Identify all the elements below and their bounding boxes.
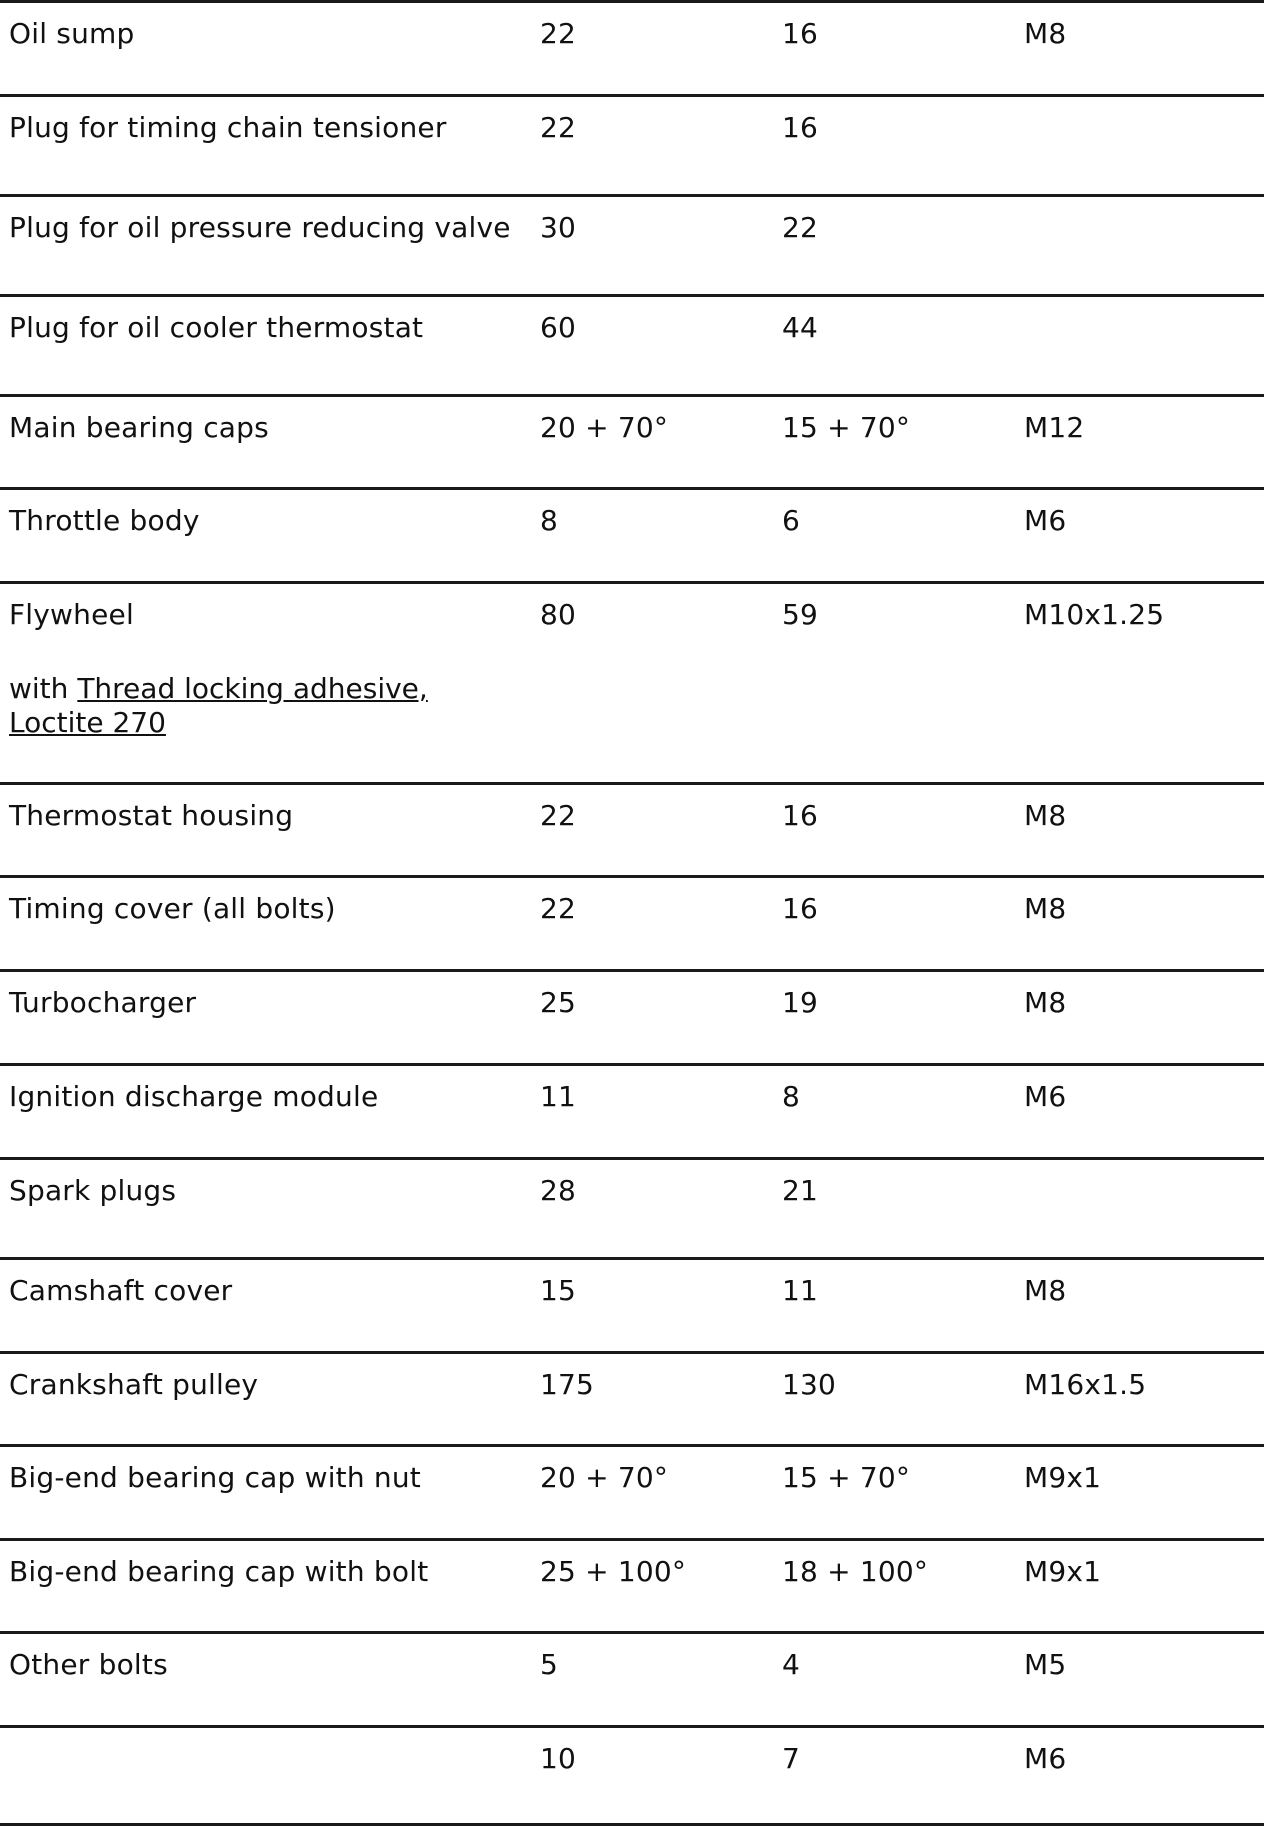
component-name: Plug for oil cooler thermostat bbox=[9, 311, 424, 344]
torque-lbf-value: 16 bbox=[782, 892, 819, 925]
thread-size: M6 bbox=[1024, 504, 1067, 537]
table-row bbox=[0, 194, 1264, 294]
thread-size: M8 bbox=[1024, 1274, 1067, 1307]
table-row bbox=[0, 0, 1264, 94]
component-name: Throttle body bbox=[9, 504, 200, 537]
loctite-270-link[interactable]: Loctite 270 bbox=[9, 706, 166, 739]
thread-size: M8 bbox=[1024, 17, 1067, 50]
torque-lbf-value: 16 bbox=[782, 799, 819, 832]
thread-size: M16x1.5 bbox=[1024, 1368, 1147, 1401]
component-name: Plug for oil pressure reducing valve bbox=[9, 211, 511, 244]
component-name: Camshaft cover bbox=[9, 1274, 233, 1307]
torque-nm-value: 20 + 70° bbox=[540, 1461, 669, 1494]
torque-lbf-value: 15 + 70° bbox=[782, 1461, 911, 1494]
torque-nm-value: 8 bbox=[540, 504, 559, 537]
component-name: Turbocharger bbox=[9, 986, 197, 1019]
table-row bbox=[0, 1257, 1264, 1351]
table-row bbox=[0, 782, 1264, 875]
table-row bbox=[0, 1725, 1264, 1826]
component-name: Ignition discharge module bbox=[9, 1080, 379, 1113]
torque-nm-value: 10 bbox=[540, 1742, 577, 1775]
thread-size: M8 bbox=[1024, 892, 1067, 925]
thread-size: M9x1 bbox=[1024, 1555, 1102, 1588]
component-name: Big-end bearing cap with nut bbox=[9, 1461, 421, 1494]
torque-lbf-value: 16 bbox=[782, 17, 819, 50]
torque-nm-value: 28 bbox=[540, 1174, 577, 1207]
flywheel-adhesive-note bbox=[9, 672, 428, 740]
torque-nm-value: 60 bbox=[540, 311, 577, 344]
thread-size: M8 bbox=[1024, 799, 1067, 832]
table-row bbox=[0, 487, 1264, 581]
torque-nm-value: 80 bbox=[540, 598, 577, 631]
torque-lbf-value: 18 + 100° bbox=[782, 1555, 929, 1588]
table-row bbox=[0, 969, 1264, 1063]
table-row bbox=[0, 875, 1264, 969]
torque-nm-value: 30 bbox=[540, 211, 577, 244]
thread-locking-adhesive-link[interactable]: Thread locking adhesive, bbox=[77, 672, 428, 705]
table-row bbox=[0, 1351, 1264, 1444]
torque-nm-value: 25 bbox=[540, 986, 577, 1019]
table-row bbox=[0, 394, 1264, 487]
thread-size: M5 bbox=[1024, 1648, 1067, 1681]
torque-lbf-value: 16 bbox=[782, 111, 819, 144]
component-name: Plug for timing chain tensioner bbox=[9, 111, 447, 144]
thread-size: M12 bbox=[1024, 411, 1085, 444]
component-name: Timing cover (all bolts) bbox=[9, 892, 336, 925]
component-name: Other bolts bbox=[9, 1648, 168, 1681]
component-name: Thermostat housing bbox=[9, 799, 294, 832]
torque-lbf-value: 8 bbox=[782, 1080, 801, 1113]
table-row bbox=[0, 1157, 1264, 1257]
torque-nm-value: 22 bbox=[540, 799, 577, 832]
thread-size: M9x1 bbox=[1024, 1461, 1102, 1494]
torque-nm-value: 22 bbox=[540, 17, 577, 50]
torque-lbf-value: 130 bbox=[782, 1368, 837, 1401]
torque-nm-value: 11 bbox=[540, 1080, 577, 1113]
thread-size: M10x1.25 bbox=[1024, 598, 1165, 631]
thread-size: M8 bbox=[1024, 986, 1067, 1019]
table-row bbox=[0, 1063, 1264, 1157]
torque-nm-value: 22 bbox=[540, 111, 577, 144]
table-row bbox=[0, 294, 1264, 394]
thread-size: M6 bbox=[1024, 1080, 1067, 1113]
component-name: Crankshaft pulley bbox=[9, 1368, 259, 1401]
torque-lbf-value: 21 bbox=[782, 1174, 819, 1207]
component-name: Main bearing caps bbox=[9, 411, 269, 444]
table-row bbox=[0, 1631, 1264, 1725]
thread-size: M6 bbox=[1024, 1742, 1067, 1775]
torque-lbf-value: 59 bbox=[782, 598, 819, 631]
torque-lbf-value: 11 bbox=[782, 1274, 819, 1307]
torque-lbf-value: 4 bbox=[782, 1648, 801, 1681]
torque-lbf-value: 44 bbox=[782, 311, 819, 344]
table-row bbox=[0, 1538, 1264, 1631]
component-name: Big-end bearing cap with bolt bbox=[9, 1555, 429, 1588]
component-name: Spark plugs bbox=[9, 1174, 177, 1207]
torque-lbf-value: 7 bbox=[782, 1742, 801, 1775]
torque-nm-value: 22 bbox=[540, 892, 577, 925]
torque-lbf-value: 6 bbox=[782, 504, 801, 537]
torque-nm-value: 175 bbox=[540, 1368, 595, 1401]
component-name: Oil sump bbox=[9, 17, 135, 50]
torque-lbf-value: 15 + 70° bbox=[782, 411, 911, 444]
torque-lbf-value: 22 bbox=[782, 211, 819, 244]
table-row bbox=[0, 94, 1264, 194]
torque-nm-value: 20 + 70° bbox=[540, 411, 669, 444]
table-row bbox=[0, 581, 1264, 782]
table-row bbox=[0, 1444, 1264, 1538]
note-prefix: with bbox=[9, 672, 78, 705]
torque-nm-value: 25 + 100° bbox=[540, 1555, 687, 1588]
torque-nm-value: 15 bbox=[540, 1274, 577, 1307]
torque-nm-value: 5 bbox=[540, 1648, 559, 1681]
component-name: Flywheel bbox=[9, 598, 134, 631]
torque-lbf-value: 19 bbox=[782, 986, 819, 1019]
